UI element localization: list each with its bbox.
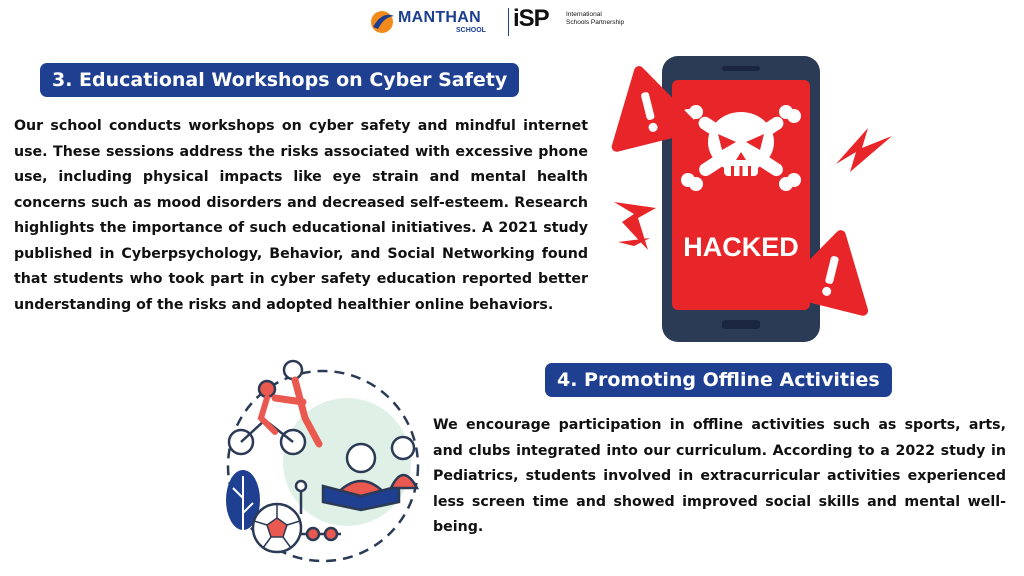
isp-subtitle: International Schools Partnership	[566, 11, 625, 26]
logo-divider	[508, 8, 509, 36]
lightning-icon-left	[614, 202, 656, 250]
section-4-heading: 4. Promoting Offline Activities	[545, 363, 892, 397]
cycling-figures-icon	[229, 361, 319, 454]
manthan-logo-text: MANTHAN	[398, 9, 481, 26]
phone-home-button	[722, 320, 760, 329]
hacked-label: HACKED	[683, 232, 799, 262]
manthan-logo-icon	[368, 7, 398, 37]
lightning-icon-right	[836, 128, 892, 172]
hacked-phone-illustration	[600, 52, 900, 352]
football-icon	[253, 504, 301, 552]
section-3-paragraph: Our school conducts workshops on cyber safety and mindful internet use. These sessions address the risks associated with excessive phone use, including physical impacts like eye strain and mental health concerns such as mood disorders and decreased self-esteem. Research highlights the importance of such educational initiatives. A 2021 study published in Cyberpsychology, Behavior, and Social Networking found that students who took part in cyber safety education reported better understanding of the risks and adopted healthier online behaviors.	[14, 118, 588, 313]
phone-speaker	[722, 66, 760, 71]
isp-logo-text: iSP	[513, 5, 549, 32]
section-3-heading: 3. Educational Workshops on Cyber Safety	[40, 63, 519, 97]
tree-icon	[226, 470, 260, 553]
manthan-school-text: SCHOOL	[456, 27, 486, 34]
offline-activities-illustration	[215, 358, 430, 573]
logo-bar	[368, 5, 628, 39]
section-4-paragraph: We encourage participation in offline activities such as sports, arts, and clubs integrated into our curriculum. According to a 2022 study in Pediatrics, students involved in extracurricular activities experienced less screen time and showed improved social skills and mental well-being.	[433, 417, 1006, 535]
